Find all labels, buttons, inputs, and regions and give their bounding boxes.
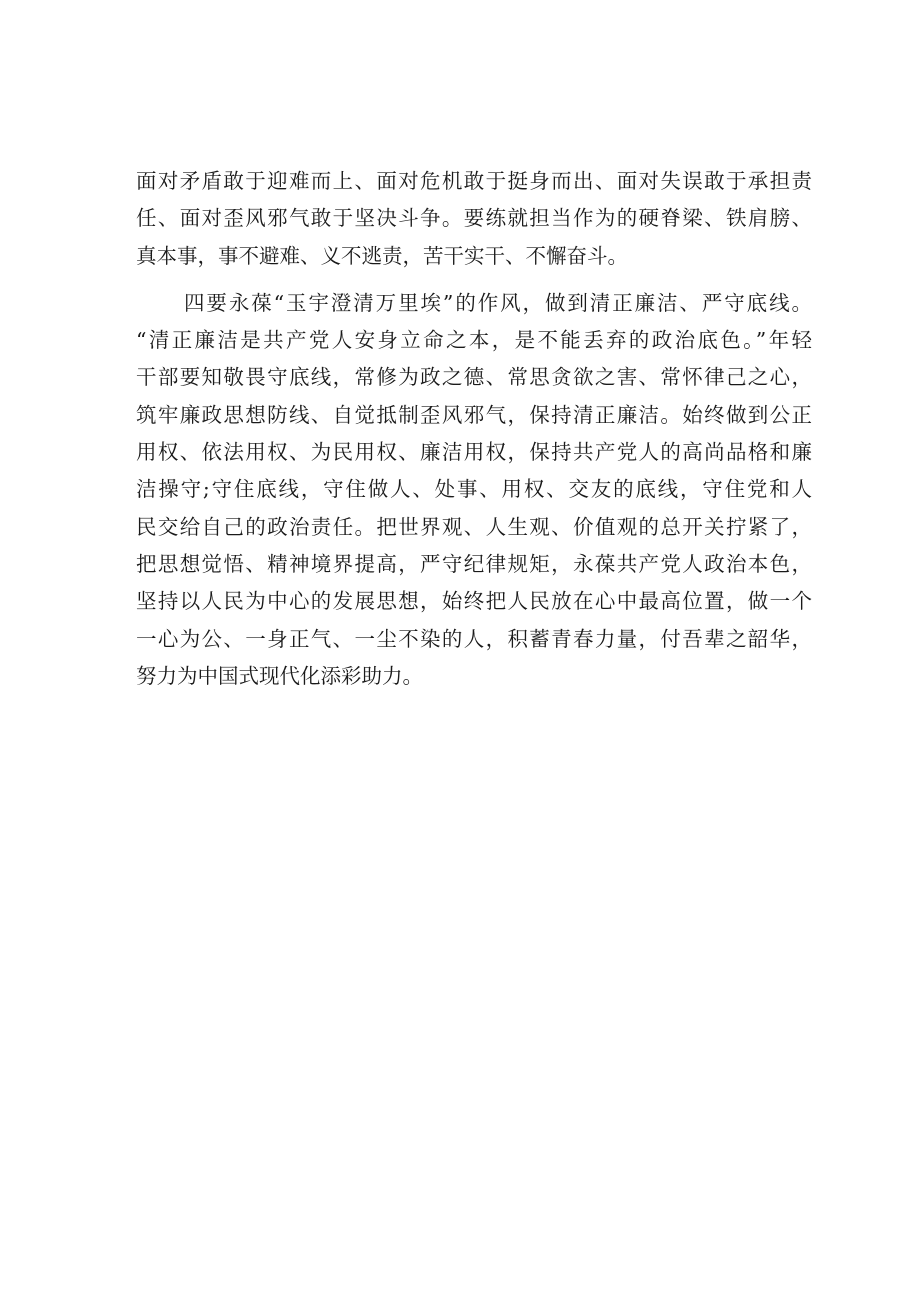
paragraph-line: 努力为中国式现代化添彩助力。 [136,663,423,688]
paragraph-line: 一心为公、一身正气、一尘不染的人，积蓄青春力量，付吾辈之韶华， [136,626,812,651]
paragraph-line: 任、面对歪风邪气敢于坚决斗争。要练就担当作为的硬脊梁、铁肩膀、 [136,206,812,231]
paragraph-line: 干部要知敬畏守底线，常修为政之德、常思贪欲之害、常怀律己之心， [136,365,812,390]
paragraph-line: 真本事，事不避难、义不逃责，苦干实干、不懈奋斗。 [136,243,628,268]
paragraph-line: 坚持以人民为中心的发展思想，始终把人民放在心中最高位置，做一个 [136,589,812,614]
paragraph-line: 面对矛盾敢于迎难而上、面对危机敢于挺身而出、面对失误敢于承担责 [136,169,812,193]
paragraph-2 [136,285,812,695]
paragraph-line: 洁操守;守住底线，守住做人、处事、用权、交友的底线，守住党和人 [136,477,812,502]
paragraph-line: “清正廉洁是共产党人安身立命之本，是不能丢弃的政治底色。”年轻 [136,328,812,353]
paragraph-line: 筑牢廉政思想防线、自觉抵制歪风邪气，保持清正廉洁。始终做到公正 [136,402,812,427]
paragraph-line: 四要永葆“玉宇澄清万里埃”的作风，做到清正廉洁、严守底线。 [184,290,812,315]
paragraph-line: 民交给自己的政治责任。把世界观、人生观、价值观的总开关拧紧了， [136,514,812,539]
paragraph-line: 用权、依法用权、为民用权、廉洁用权，保持共产党人的高尚品格和廉 [136,440,812,465]
paragraph-line: 把思想觉悟、精神境界提高，严守纪律规矩，永葆共产党人政治本色， [136,551,812,576]
document-body [136,163,812,695]
paragraph-spacer [136,275,812,285]
paragraph-1 [136,163,812,275]
